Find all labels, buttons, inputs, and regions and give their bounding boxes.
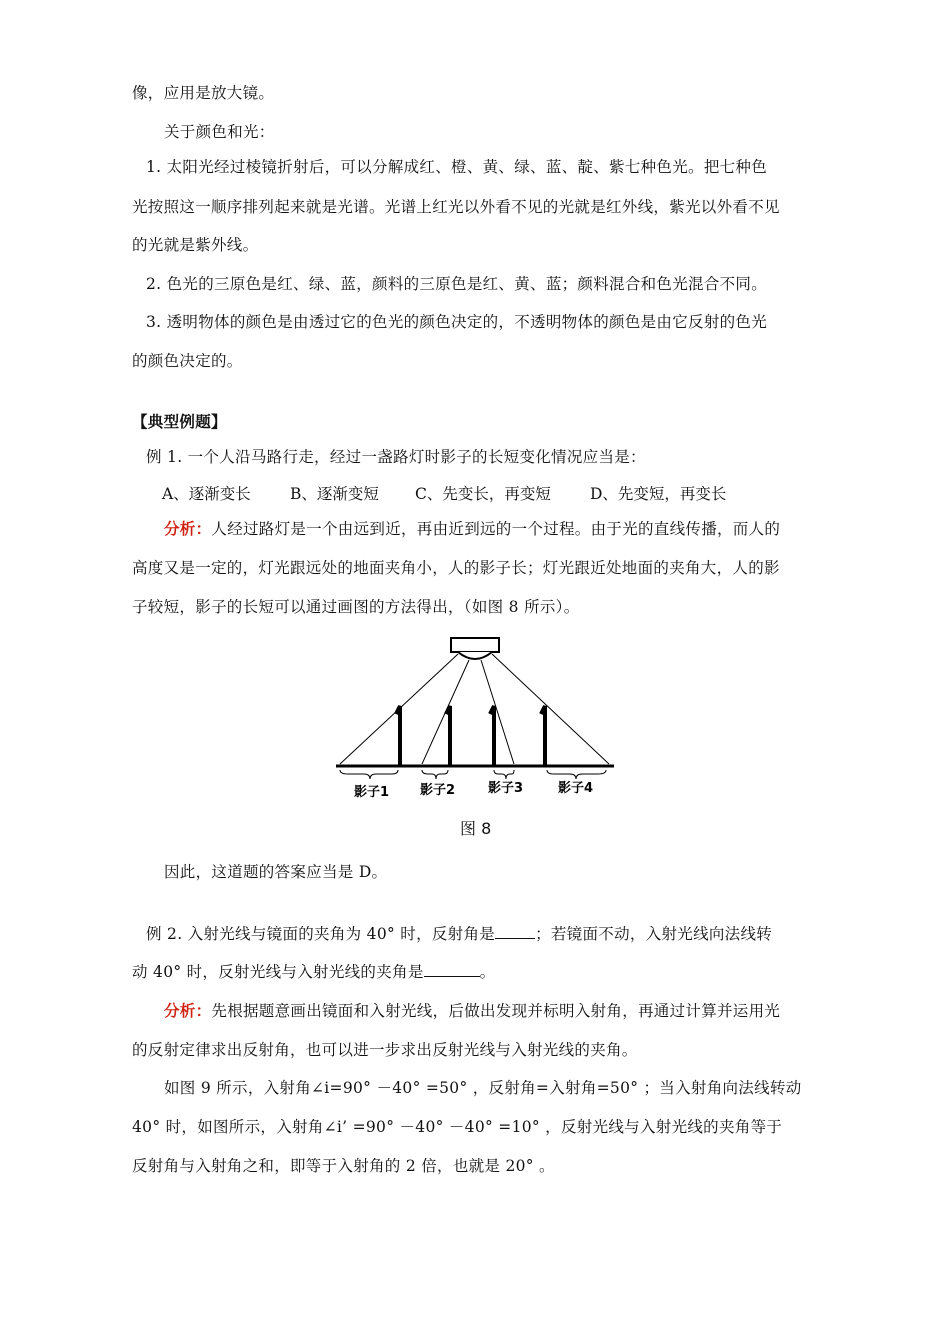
analysis-1-line-1 — [164, 519, 780, 539]
option-a: A、逐渐变长 — [162, 485, 251, 503]
subheading-color-light: 关于颜色和光： — [164, 123, 275, 141]
example-2-line-2 — [132, 962, 495, 982]
text-line: 像，应用是放大镜。 — [132, 84, 275, 102]
figure-8-lamp-shadow-diagram — [336, 636, 616, 806]
person-3 — [490, 706, 494, 766]
section-heading-examples: 【典型例题】 — [132, 412, 227, 431]
answer-blank-1 — [495, 924, 535, 939]
analysis-text: 人经过路灯是一个由远到近，再由近到远的一个过程。由于光的直线传播，而人的 — [211, 520, 781, 538]
example-2-text-c: 动 40° 时，反射光线与入射光线的夹角是 — [132, 963, 424, 981]
example-1-question: 例 1. 一个人沿马路行走，经过一盏路灯时影子的长短变化情况应当是： — [146, 448, 646, 466]
shadow-label-1: 影子1 — [354, 785, 390, 800]
analysis-1-line-3: 子较短，影子的长短可以通过画图的方法得出，（如图 8 所示）。 — [132, 598, 580, 616]
shadow-brace-2 — [422, 770, 448, 779]
person-1 — [396, 706, 400, 766]
lamp-shade — [458, 652, 492, 659]
example-2-text-d: 。 — [479, 963, 496, 981]
point-1-line-2: 光按照这一顺序排列起来就是光谱。光谱上红光以外看不见的光就是红外线，紫光以外看不见 — [132, 198, 780, 216]
solution-line-1: 如图 9 所示，入射角∠i=90° －40° =50° ，反射角=入射角=50° ；当入射角向法线转动 — [164, 1079, 802, 1097]
analysis-2-line-1 — [164, 1001, 780, 1021]
example-2-line-1 — [146, 924, 772, 944]
analysis-2-text: 先根据题意画出镜面和入射光线，后做出发现并标明入射角，再通过计算并运用光 — [211, 1002, 781, 1020]
analysis-2-label: 分析： — [164, 1001, 212, 1020]
figure-8-caption: 图 8 — [460, 819, 492, 838]
shadow-brace-3 — [494, 770, 514, 779]
solution-line-2: 40° 时，如图所示，入射角∠i’ =90° －40° －40° =10° ，反射光线与入射光线的夹角等于 — [132, 1118, 783, 1136]
shadow-label-4: 影子4 — [558, 781, 594, 796]
point-1-line-1: 1. 太阳光经过棱镜折射后，可以分解成红、橙、黄、绿、蓝、靛、紫七种色光。把七种色 — [146, 158, 768, 176]
analysis-2-line-2: 的反射定律求出反射角，也可以进一步求出反射光线与入射光线的夹角。 — [132, 1041, 638, 1059]
shadow-brace-1 — [340, 770, 398, 779]
option-b: B、逐渐变短 — [290, 485, 379, 503]
example-2-text-a: 例 2. 入射光线与镜面的夹角为 40° 时，反射角是 — [146, 925, 496, 943]
point-3-line-1: 3. 透明物体的颜色是由透过它的色光的颜色决定的，不透明物体的颜色是由它反射的色光 — [146, 313, 768, 331]
answer-1: 因此，这道题的答案应当是 D。 — [164, 863, 388, 881]
light-ray-3 — [481, 660, 514, 764]
solution-line-3: 反射角与入射角之和，即等于入射角的 2 倍，也就是 20° 。 — [132, 1157, 555, 1175]
light-ray-4 — [492, 654, 609, 764]
option-c: C、先变长，再变短 — [415, 485, 551, 503]
analysis-1-line-2: 高度又是一定的，灯光跟远处的地面夹角小，人的影子长；灯光跟近处地面的夹角大，人的影 — [132, 559, 780, 577]
option-d: D、先变短，再变长 — [590, 485, 727, 503]
point-2: 2. 色光的三原色是红、绿、蓝，颜料的三原色是红、黄、蓝；颜料混合和色光混合不同。 — [146, 275, 768, 293]
person-4 — [541, 706, 545, 766]
point-3-line-2: 的颜色决定的。 — [132, 352, 243, 370]
person-2 — [446, 706, 450, 766]
point-1-line-3: 的光就是紫外线。 — [132, 236, 259, 254]
shadow-label-3: 影子3 — [488, 781, 524, 796]
example-2-text-b: ；若镜面不动，入射光线向法线转 — [535, 925, 773, 943]
shadow-brace-4 — [547, 770, 606, 779]
answer-blank-2 — [424, 962, 480, 977]
shadow-label-2: 影子2 — [420, 783, 456, 798]
lamp-body — [451, 638, 499, 652]
analysis-label: 分析： — [164, 519, 212, 538]
